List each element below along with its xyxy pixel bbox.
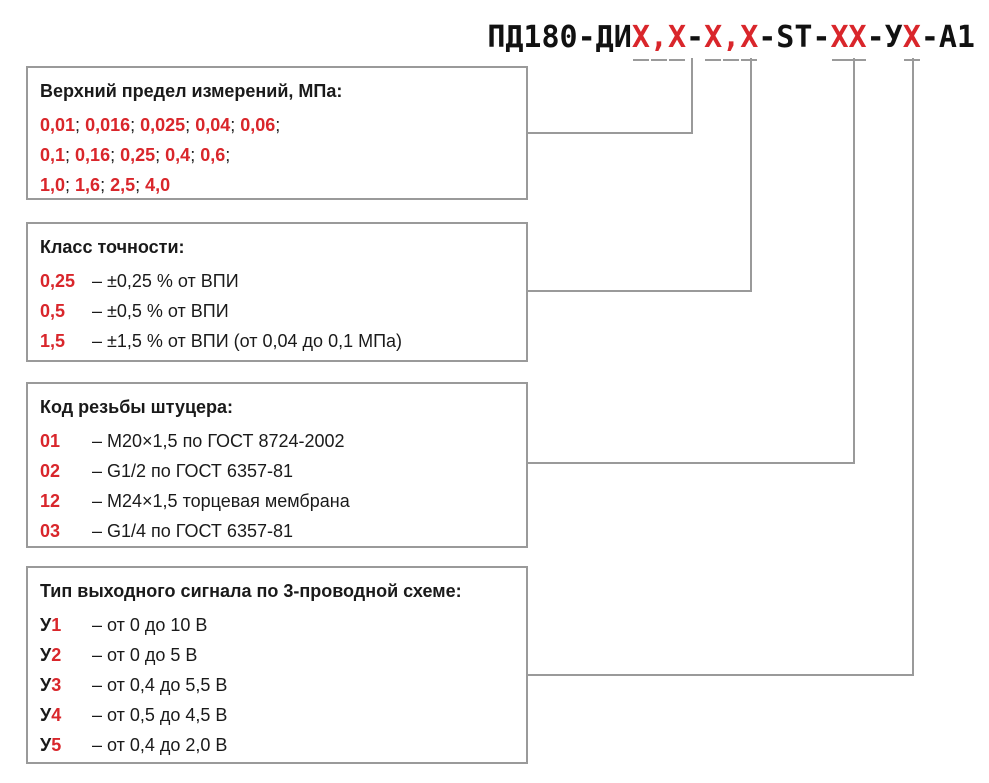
range-value: 0,6: [200, 145, 226, 165]
accuracy-desc: – ±0,25 % от ВПИ: [92, 271, 239, 291]
thread-item: [40, 516, 514, 546]
thread-box: [26, 382, 528, 548]
accuracy-item: [40, 266, 514, 296]
range-separator: ;: [75, 115, 86, 135]
thread-desc: – G1/4 по ГОСТ 6357-81: [92, 521, 293, 541]
thread-code: 03: [40, 521, 61, 541]
thread-title: Код резьбы штуцера:: [40, 397, 234, 417]
thread-code: 12: [40, 491, 61, 511]
output-prefix: У: [40, 645, 52, 665]
thread-desc: – М24×1,5 торцевая мембрана: [92, 491, 350, 511]
range-separator: ;: [185, 115, 196, 135]
accuracy-list: [40, 266, 514, 356]
range-value: 1,0: [40, 175, 66, 195]
range-value: 4,0: [145, 175, 171, 195]
output-item: [40, 610, 514, 640]
output-prefix: У: [40, 705, 52, 725]
output-desc: – от 0,5 до 4,5 В: [92, 705, 228, 725]
thread-item: [40, 486, 514, 516]
output-list: [40, 610, 514, 760]
output-box: [26, 566, 528, 764]
thread-desc: – М20×1,5 по ГОСТ 8724-2002: [92, 431, 345, 451]
output-code: [40, 670, 92, 700]
output-prefix: У: [40, 735, 52, 755]
output-desc: – от 0,4 до 2,0 В: [92, 735, 228, 755]
accuracy-code: 0,5: [40, 301, 66, 321]
range-values: [40, 110, 514, 200]
accuracy-title: Класс точности:: [40, 237, 185, 257]
output-prefix: У: [40, 615, 52, 635]
range-value: 1,6: [75, 175, 101, 195]
connector-range: [528, 58, 692, 133]
output-code: [40, 700, 92, 730]
output-code: [40, 610, 92, 640]
thread-desc: – G1/2 по ГОСТ 6357-81: [92, 461, 293, 481]
range-row: [40, 140, 514, 170]
designation-variable: ХХ: [830, 20, 867, 55]
output-item: [40, 670, 514, 700]
designation-fixed: -: [686, 20, 705, 55]
designation-variable: Х: [740, 20, 759, 55]
designation-variable: ,: [722, 20, 741, 55]
thread-list: [40, 426, 514, 546]
accuracy-code: 0,25: [40, 271, 76, 291]
range-value: 0,25: [120, 145, 156, 165]
range-separator: ;: [130, 115, 141, 135]
output-item: [40, 730, 514, 760]
output-desc: – от 0 до 10 В: [92, 615, 208, 635]
range-separator: ;: [275, 115, 281, 135]
output-desc: – от 0,4 до 5,5 В: [92, 675, 228, 695]
output-title: Тип выходного сигнала по 3-проводной схеме:: [40, 581, 462, 601]
output-number: 1: [51, 615, 62, 635]
range-separator: ;: [155, 145, 166, 165]
range-value: 0,016: [85, 115, 131, 135]
thread-code: 01: [40, 431, 61, 451]
range-separator: ;: [190, 145, 201, 165]
thread-code: 02: [40, 461, 61, 481]
thread-item: [40, 426, 514, 456]
output-prefix: У: [40, 675, 52, 695]
output-number: 4: [51, 705, 62, 725]
range-row: [40, 170, 514, 200]
range-title: Верхний предел измерений, МПа:: [40, 81, 343, 101]
range-separator: ;: [65, 145, 76, 165]
output-number: 3: [51, 675, 62, 695]
range-value: 0,04: [195, 115, 231, 135]
model-designation: [487, 20, 975, 55]
designation-variable: Х: [667, 20, 686, 55]
designation-variable: Х: [704, 20, 723, 55]
range-separator: ;: [100, 175, 111, 195]
designation-fixed: -А1: [920, 20, 975, 55]
output-desc: – от 0 до 5 В: [92, 645, 198, 665]
range-value: 2,5: [110, 175, 136, 195]
designation-fixed: -У: [866, 20, 903, 55]
designation-fixed: ПД180-ДИ: [487, 20, 632, 55]
range-separator: ;: [135, 175, 146, 195]
range-value: 0,01: [40, 115, 76, 135]
connector-accuracy: [528, 58, 751, 291]
accuracy-item: [40, 326, 514, 356]
accuracy-item: [40, 296, 514, 326]
output-code: [40, 730, 92, 760]
output-item: [40, 640, 514, 670]
range-separator: ;: [65, 175, 76, 195]
range-box: [26, 66, 528, 200]
range-value: 0,4: [165, 145, 191, 165]
output-item: [40, 700, 514, 730]
range-value: 0,06: [240, 115, 276, 135]
range-value: 0,1: [40, 145, 66, 165]
designation-fixed: -ST-: [758, 20, 831, 55]
range-separator: ;: [230, 115, 241, 135]
output-number: 5: [51, 735, 62, 755]
accuracy-box: [26, 222, 528, 362]
thread-item: [40, 456, 514, 486]
range-row: [40, 110, 514, 140]
accuracy-desc: – ±1,5 % от ВПИ (от 0,04 до 0,1 МПа): [92, 331, 403, 351]
designation-variable: Х: [631, 20, 650, 55]
range-separator: ;: [110, 145, 121, 165]
range-value: 0,025: [140, 115, 186, 135]
accuracy-code: 1,5: [40, 331, 66, 351]
accuracy-desc: – ±0,5 % от ВПИ: [92, 301, 229, 321]
range-value: 0,16: [75, 145, 111, 165]
designation-variable: ,: [649, 20, 668, 55]
connector-output: [528, 58, 913, 675]
designation-variable: Х: [902, 20, 921, 55]
output-number: 2: [51, 645, 62, 665]
range-separator: ;: [225, 145, 231, 165]
output-code: [40, 640, 92, 670]
